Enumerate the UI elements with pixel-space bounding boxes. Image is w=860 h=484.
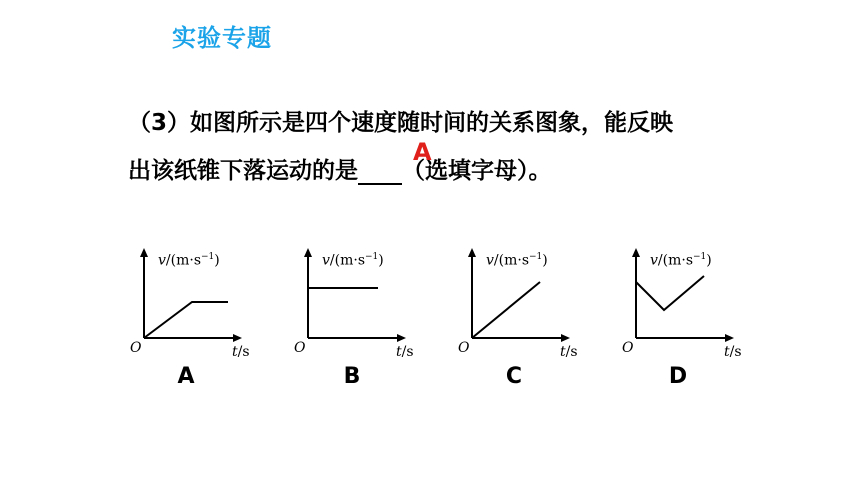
x-axis-arrow xyxy=(233,334,242,342)
option-label-a: A xyxy=(177,364,195,389)
graph-c xyxy=(458,240,624,366)
y-axis-label: $v/(m\cdot s^{-1})$ xyxy=(322,252,384,269)
x-axis-label: t/s xyxy=(232,344,250,360)
graph-d-curve xyxy=(636,276,704,310)
graph-d xyxy=(622,240,788,366)
origin-label: O xyxy=(130,340,142,356)
graph-c-curve xyxy=(472,282,540,338)
option-label-d: D xyxy=(668,364,688,389)
y-axis-label: $v/(m\cdot s^{-1})$ xyxy=(650,252,712,269)
origin-label: O xyxy=(294,340,306,356)
x-axis-arrow xyxy=(561,334,570,342)
question-line-2 xyxy=(128,152,552,185)
question-text-before-blank: 出该纸锥下落运动的是 xyxy=(128,158,358,184)
x-axis-label: t/s xyxy=(396,344,414,360)
y-axis-arrow xyxy=(140,248,148,257)
y-axis-arrow xyxy=(468,248,476,257)
x-axis-arrow xyxy=(397,334,406,342)
origin-label: O xyxy=(458,340,470,356)
y-axis-label: $v/(m\cdot s^{-1})$ xyxy=(158,252,220,269)
option-label-b: B xyxy=(343,364,361,389)
answer-text: A xyxy=(413,138,432,166)
x-axis-arrow xyxy=(725,334,734,342)
answer-blank xyxy=(358,159,402,185)
origin-label: O xyxy=(622,340,634,356)
section-title: 实验专题 xyxy=(172,24,272,52)
graph-a-curve xyxy=(144,302,228,338)
x-axis-label: t/s xyxy=(560,344,578,360)
option-label-c: C xyxy=(505,364,523,389)
y-axis-label: $v/(m\cdot s^{-1})$ xyxy=(486,252,548,269)
question-line-1: （3）如图所示是四个速度随时间的关系图象，能反映 xyxy=(128,110,674,136)
x-axis-label: t/s xyxy=(724,344,742,360)
graph-a xyxy=(130,240,296,366)
y-axis-arrow xyxy=(304,248,312,257)
graph-b xyxy=(294,240,460,366)
question-text-after-blank: （选填字母）。 xyxy=(402,158,552,184)
y-axis-arrow xyxy=(632,248,640,257)
